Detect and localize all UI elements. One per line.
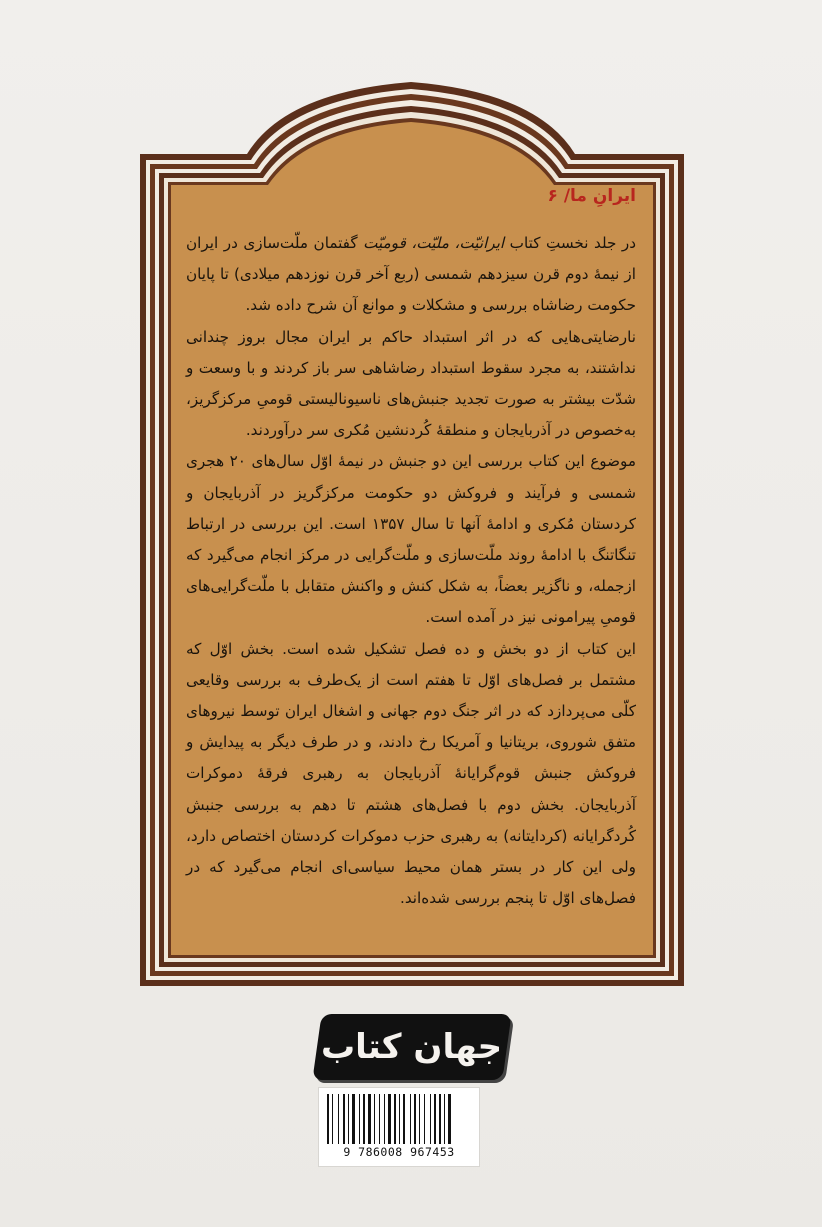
barcode-bar — [448, 1094, 451, 1144]
isbn-number: 9 786008 967453 — [343, 1145, 455, 1159]
barcode-bar — [366, 1094, 367, 1144]
paragraph-1 — [186, 228, 636, 322]
barcode-bar — [332, 1094, 333, 1144]
paragraph-4: این کتاب از دو بخش و ده فصل تشکیل شده است. بخش اوّل که مشتمل بر فصل‌های اوّل تا هفتم است از یک‌طرف به بررسی وقایعی کلّی می‌پردازد که در اثر جنگ دوم جهانی و اشغال ایران توسط نیروهای متفق شوروی، بریتانیا و آمریکا رخ دادند، و در طرف دیگر به پیدایش و فروکش جنبش قوم‌گرایانهٔ آذربایجان به رهبری فرقهٔ دموکرات آذربایجان. بخش دوم با فصل‌های هشتم تا دهم به بررسی جنبش کُردگرایانه (کردایتانه) به رهبری حزب دموکرات کردستان اختصاص دارد، ولی این کار در بستر همان محیط سیاسی‌ای انجام می‌گیرد که در فصل‌های اوّل تا پنجم بررسی شده‌اند. — [186, 639, 636, 908]
barcode-bar — [381, 1094, 383, 1144]
barcode-bar — [401, 1094, 402, 1144]
barcode-bar — [394, 1094, 396, 1144]
paragraph-1-start: در جلد نخستِ کتاب — [504, 234, 636, 252]
publisher-logo-text: جهان کتاب — [321, 1027, 503, 1067]
barcode-bar — [444, 1094, 445, 1144]
barcode-bar — [348, 1094, 349, 1144]
barcode-bar — [388, 1094, 391, 1144]
barcode-bar — [340, 1094, 342, 1144]
series-title: ایرانِ ما/ ۶ — [547, 186, 636, 206]
barcode-bar — [446, 1094, 447, 1144]
barcode-bar — [330, 1094, 331, 1144]
barcode-bar — [384, 1094, 385, 1144]
barcode-bar — [419, 1094, 420, 1144]
barcode-bar — [421, 1094, 423, 1144]
isbn-barcode — [318, 1087, 480, 1167]
barcode-bar — [376, 1094, 378, 1144]
barcode-bar — [350, 1094, 351, 1144]
barcode-bar — [412, 1094, 413, 1144]
barcode-bar — [424, 1094, 425, 1144]
back-cover-text — [186, 176, 636, 966]
barcode-bar — [439, 1094, 441, 1144]
barcode-bar — [430, 1094, 431, 1144]
barcode-bar — [417, 1094, 418, 1144]
barcode-bar — [442, 1094, 443, 1144]
barcode-bar — [356, 1094, 358, 1144]
barcode-bar — [359, 1094, 360, 1144]
publisher-logo — [312, 1014, 511, 1080]
barcode-bar — [403, 1094, 405, 1144]
barcode-bar — [346, 1094, 347, 1144]
barcode-bar — [432, 1094, 433, 1144]
barcode-bar — [327, 1094, 329, 1144]
barcode-bar — [379, 1094, 380, 1144]
barcode-bar — [426, 1094, 429, 1144]
barcode-bar — [406, 1094, 409, 1144]
barcode-bar — [352, 1094, 355, 1144]
barcode-bar — [414, 1094, 416, 1144]
book-title-emphasis: ایرانیّت، ملیّت، قومیّت — [363, 234, 505, 252]
paragraph-3: موضوع این کتاب بررسی این دو جنبش در نیمهٔ اوّل سال‌های ۲۰ هجری شمسی و فرآیند و فروکش دو حکومت مرکزگریز در آذربایجان و کردستان مُکری و ادامهٔ آنها تا سال ۱۳۵۷ است. این بررسی در ارتباط تنگاتنگ با ادامهٔ روند ملّت‌سازی و ملّت‌گرایی در مرکز انجام می‌گیرد که ازجمله، و ناگزیر بعضاً، به شکل کنش و واکنش متقابل با ملّت‌گرایی‌های قومیِ پیرامونی نیز در آمده است. — [186, 452, 636, 627]
barcode-bar — [392, 1094, 393, 1144]
barcode-bars — [327, 1094, 471, 1144]
barcode-bar — [338, 1094, 339, 1144]
paragraph-1-end: گفتمان ملّت‌سازی در ایران از نیمهٔ دوم قرن سیزدهم شمسی (ربع آخر قرن نوزدهم میلادی) تا پایان حکومت رضاشاه بررسی و مشکلات و موانع آن شرح داده شد. — [186, 234, 636, 315]
barcode-bar — [437, 1094, 438, 1144]
barcode-bar — [343, 1094, 345, 1144]
barcode-bar — [397, 1094, 398, 1144]
barcode-bar — [434, 1094, 436, 1144]
barcode-bar — [361, 1094, 362, 1144]
barcode-bar — [399, 1094, 400, 1144]
paragraph-2: نارضایتی‌هایی که در اثر استبداد حاکم بر ایران مجال بروز چندانی نداشتند، به مجرد سقوط استبداد رضاشاهی سر باز کردند و با وسعت و شدّت بیشتر به صورت تجدید جنبش‌های ناسیونالیستی قومیِ مرکزگریز، به‌خصوص در آذربایجان و منطقهٔ کُردنشین مُکری سر درآوردند. — [186, 327, 636, 440]
barcode-bar — [368, 1094, 371, 1144]
barcode-bar — [363, 1094, 365, 1144]
barcode-bar — [386, 1094, 387, 1144]
barcode-bar — [410, 1094, 411, 1144]
barcode-bar — [372, 1094, 373, 1144]
barcode-bar — [334, 1094, 337, 1144]
barcode-bar — [374, 1094, 375, 1144]
barcode-bar — [452, 1094, 454, 1144]
